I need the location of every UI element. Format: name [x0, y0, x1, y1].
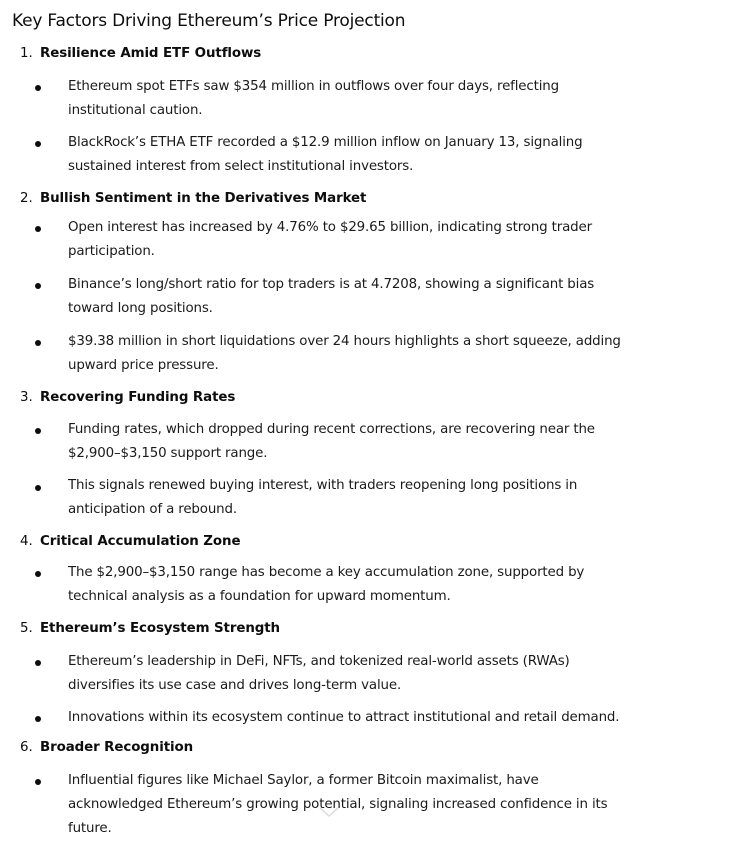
- section-number: 4.: [20, 534, 33, 549]
- section-heading-funding-rates: [20, 389, 235, 407]
- scroll-down-icon[interactable]: [318, 806, 340, 818]
- section-heading-ecosystem-strength: [20, 620, 280, 638]
- bullet-icon: [35, 85, 41, 91]
- section-number: 1.: [20, 46, 33, 61]
- section-number: 2.: [20, 191, 33, 206]
- bullet-item: Binance’s long/short ratio for top traders is at 4.7208, showing a significant bias toward long positions.: [68, 277, 595, 316]
- bullet-item: Influential figures like Michael Saylor, a former Bitcoin maximalist, have acknowledged Ethereum’s growing potential, signaling increased confidence in its future.: [68, 773, 608, 836]
- bullet-icon: [35, 141, 41, 147]
- page-title: Key Factors Driving Ethereum’s Price Projection: [12, 11, 406, 31]
- bullet-icon: [35, 716, 41, 722]
- section-number: 5.: [20, 621, 33, 636]
- bullet-icon: [35, 226, 41, 232]
- section-title: Bullish Sentiment in the Derivatives Market: [40, 191, 367, 206]
- bullet-icon: [35, 283, 41, 289]
- bullet-item: BlackRock’s ETHA ETF recorded a $12.9 million inflow on January 13, signaling sustained interest from select institutional investors.: [68, 135, 583, 174]
- section-title: Critical Accumulation Zone: [40, 534, 241, 549]
- section-title: Recovering Funding Rates: [40, 390, 236, 405]
- bullet-icon: [35, 485, 41, 491]
- bullet-icon: [35, 571, 41, 577]
- bullet-icon: [35, 779, 41, 785]
- bullet-item: The $2,900–$3,150 range has become a key accumulation zone, supported by technical analysis as a foundation for upward momentum.: [68, 565, 585, 604]
- bullet-item: $39.38 million in short liquidations over 24 hours highlights a short squeeze, adding upward price pressure.: [68, 334, 621, 373]
- bullet-icon: [35, 428, 41, 434]
- bullet-item: Open interest has increased by 4.76% to $29.65 billion, indicating strong trader participation.: [68, 220, 592, 259]
- section-number: 3.: [20, 390, 33, 405]
- bullet-item: Funding rates, which dropped during recent corrections, are recovering near the $2,900–$3,150 support range.: [68, 422, 595, 461]
- bullet-item: Innovations within its ecosystem continue to attract institutional and retail demand.: [68, 710, 620, 725]
- section-title: Resilience Amid ETF Outflows: [40, 46, 262, 61]
- bullet-item: This signals renewed buying interest, with traders reopening long positions in anticipation of a rebound.: [68, 478, 578, 517]
- section-heading-derivatives: [20, 190, 366, 208]
- section-heading-broader-recognition: [20, 739, 193, 757]
- section-title: Ethereum’s Ecosystem Strength: [40, 621, 280, 636]
- bullet-item: Ethereum’s leadership in DeFi, NFTs, and tokenized real-world assets (RWAs) diversifies its use case and drives long-term value.: [68, 654, 570, 693]
- section-title: Broader Recognition: [40, 740, 194, 755]
- section-number: 6.: [20, 740, 33, 755]
- bullet-item: Ethereum spot ETFs saw $354 million in outflows over four days, reflecting institutional caution.: [68, 79, 559, 118]
- bullet-icon: [35, 340, 41, 346]
- section-heading-accumulation-zone: [20, 533, 240, 551]
- bullet-icon: [35, 660, 41, 666]
- section-heading-resilience: [20, 45, 261, 63]
